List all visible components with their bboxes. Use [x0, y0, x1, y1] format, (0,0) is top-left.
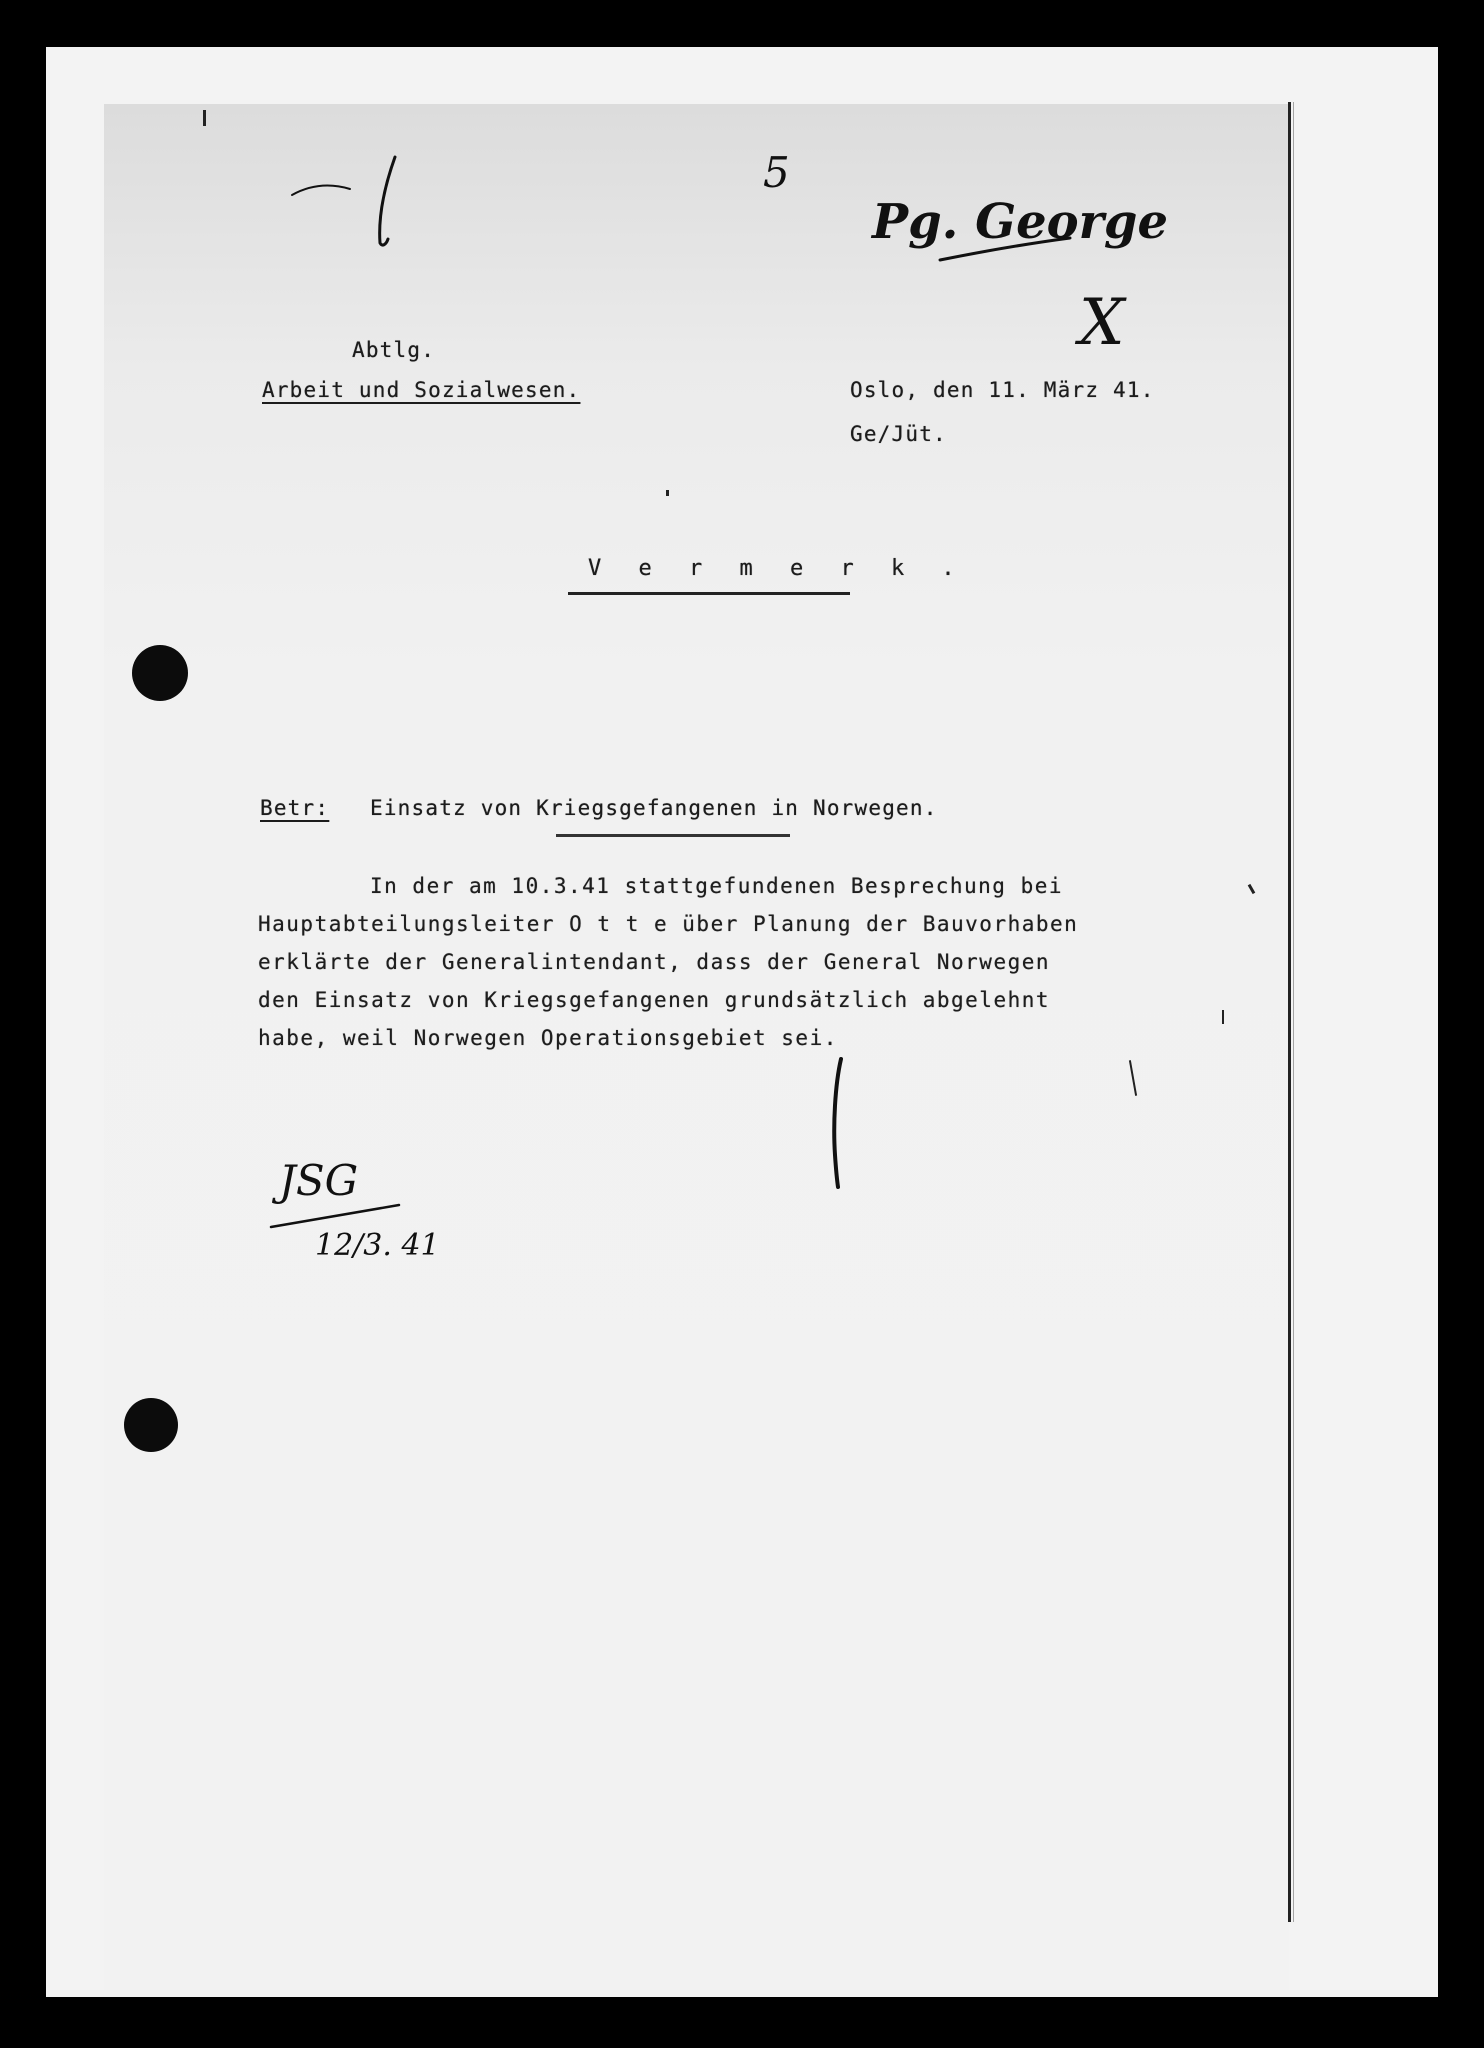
punch-hole-bottom	[124, 1398, 178, 1452]
page-edge-line	[1288, 102, 1291, 1922]
reference-code: Ge/Jüt.	[850, 422, 947, 446]
svg-text:JSG: JSG	[279, 1156, 359, 1205]
handwritten-initials	[265, 1155, 455, 1265]
svg-text:X: X	[1079, 286, 1125, 360]
svg-text:12/3. 41: 12/3. 41	[315, 1228, 440, 1263]
edge-tick	[203, 110, 206, 126]
body-line: erklärte der Generalintendant, dass der General Norwegen	[258, 950, 1051, 974]
handwritten-flourish	[290, 155, 420, 255]
handwritten-x-mark	[1075, 282, 1145, 362]
body-line: den Einsatz von Kriegsgefangenen grundsätzlich abgelehnt	[258, 988, 1051, 1012]
subject-label: Betr:	[260, 796, 330, 820]
margin-tick	[1222, 1010, 1224, 1024]
subject-underline	[556, 834, 790, 837]
svg-text:5: 5	[763, 148, 790, 197]
handwritten-stroke	[825, 1055, 855, 1195]
document-heading: V e r m e r k .	[588, 556, 967, 581]
subject-text: Einsatz von Kriegsgefangenen in Norwegen.	[370, 796, 938, 820]
punch-hole-top	[132, 645, 188, 701]
body-line: Hauptabteilungsleiter O t t e über Planung der Bauvorhaben	[258, 912, 1079, 936]
handwritten-name	[870, 180, 1169, 290]
svg-text:Pg. George: Pg. George	[872, 194, 1169, 250]
stray-mark	[666, 490, 669, 496]
department-label: Abtlg.	[352, 338, 436, 362]
page-edge-shadow	[1293, 102, 1294, 1922]
body-line: In der am 10.3.41 stattgefundenen Besprechung bei	[370, 874, 1064, 898]
body-line: habe, weil Norwegen Operationsgebiet sei.	[258, 1026, 838, 1050]
heading-underline	[568, 592, 850, 595]
handwritten-page-number	[755, 145, 815, 205]
department-name: Arbeit und Sozialwesen.	[262, 378, 581, 402]
place-date: Oslo, den 11. März 41.	[850, 378, 1155, 402]
